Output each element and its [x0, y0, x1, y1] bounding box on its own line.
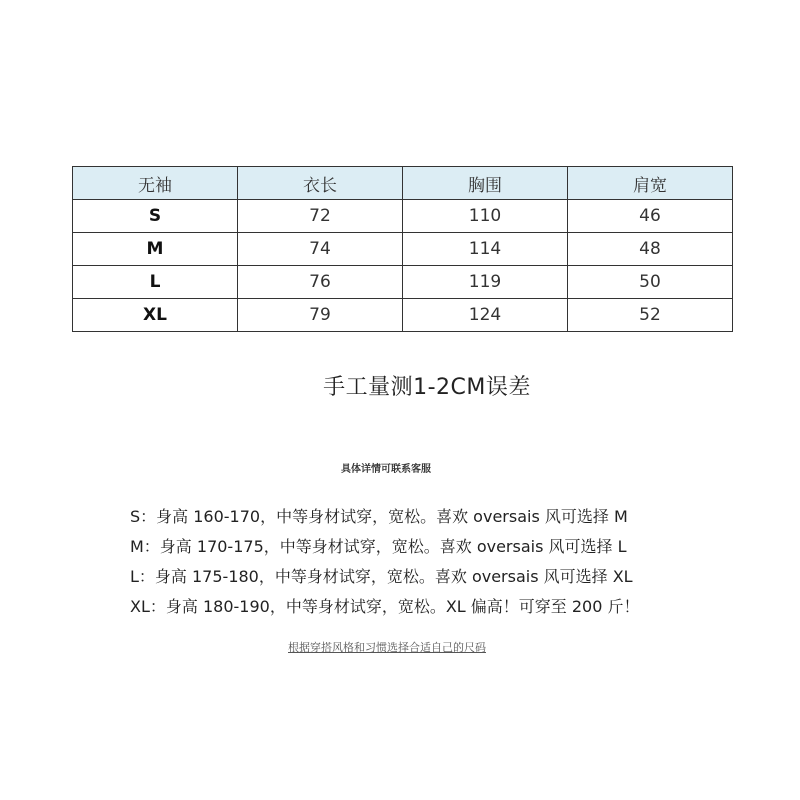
size-chart-table: [72, 166, 733, 332]
table-row: [73, 266, 733, 299]
measurement-tolerance-note: 手工量测1-2CM误差: [323, 375, 531, 400]
chest-cell: 124: [403, 299, 568, 332]
size-note-s: S：身高 160-170，中等身材试穿，宽松。喜欢 oversais 风可选择 M: [130, 507, 628, 526]
shoulder-cell: 52: [568, 299, 733, 332]
length-cell: 79: [238, 299, 403, 332]
size-note-m: M：身高 170-175，中等身材试穿，宽松。喜欢 oversais 风可选择 L: [130, 537, 627, 556]
size-cell: S: [73, 200, 238, 233]
header-chest: 胸围: [403, 167, 568, 200]
table-row: [73, 299, 733, 332]
header-length: 衣长: [238, 167, 403, 200]
size-note-l: L：身高 175-180，中等身材试穿，宽松。喜欢 oversais 风可选择 XL: [130, 567, 633, 586]
table-row: [73, 233, 733, 266]
length-cell: 72: [238, 200, 403, 233]
chest-cell: 114: [403, 233, 568, 266]
size-cell: M: [73, 233, 238, 266]
header-sleeveless: 无袖: [73, 167, 238, 200]
choose-size-note-text: 根据穿搭风格和习惯选择合适自己的尺码: [288, 641, 486, 654]
chest-cell: 110: [403, 200, 568, 233]
length-cell: 74: [238, 233, 403, 266]
table-row: [73, 200, 733, 233]
shoulder-cell: 48: [568, 233, 733, 266]
size-cell: L: [73, 266, 238, 299]
table-header-row: [73, 167, 733, 200]
choose-size-note: [0, 639, 774, 655]
chest-cell: 119: [403, 266, 568, 299]
contact-service-note: 具体详情可联系客服: [341, 464, 431, 475]
shoulder-cell: 50: [568, 266, 733, 299]
shoulder-cell: 46: [568, 200, 733, 233]
header-shoulder: 肩宽: [568, 167, 733, 200]
size-cell: XL: [73, 299, 238, 332]
size-note-xl: XL：身高 180-190，中等身材试穿，宽松。XL 偏高！可穿至 200 斤！: [130, 597, 640, 616]
size-recommendation-list: [130, 502, 690, 622]
length-cell: 76: [238, 266, 403, 299]
